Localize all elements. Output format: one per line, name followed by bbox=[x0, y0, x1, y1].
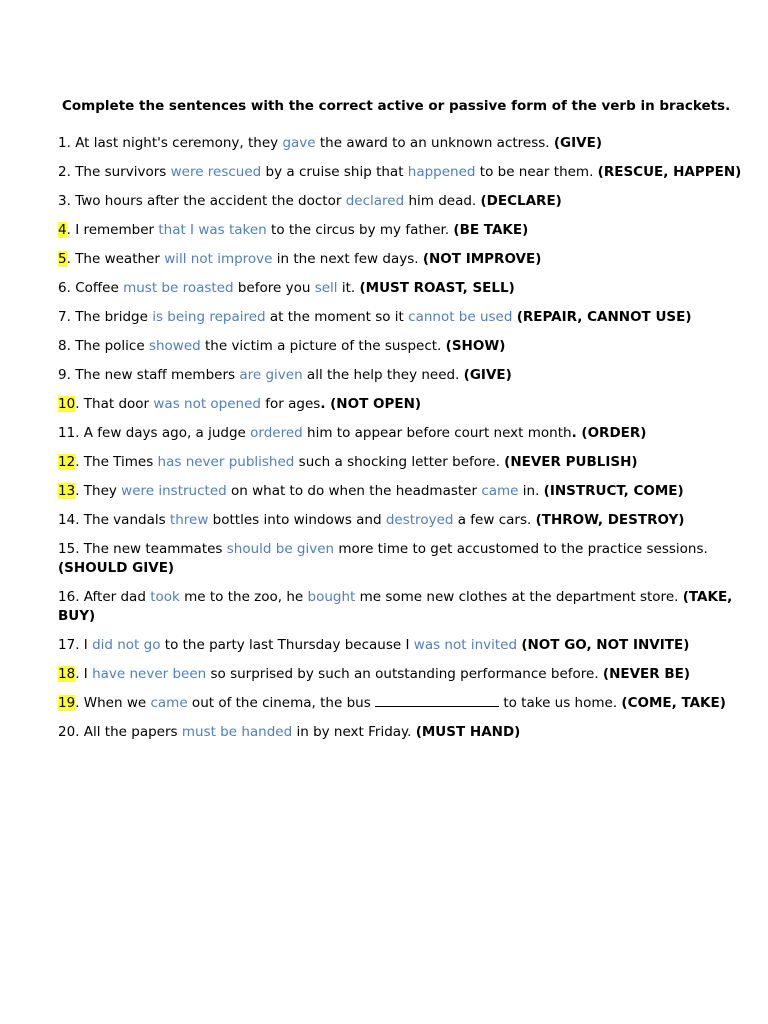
verb-prompt: . (ORDER) bbox=[571, 425, 647, 441]
verb-prompt: (MUST ROAST, SELL) bbox=[359, 280, 515, 296]
answer-text: should be given bbox=[226, 541, 335, 557]
answer-text: happened bbox=[407, 164, 476, 180]
exercise-item bbox=[58, 482, 748, 501]
sentence-text: The weather bbox=[75, 251, 165, 267]
verb-prompt: (NEVER PUBLISH) bbox=[504, 454, 638, 470]
exercise-item bbox=[58, 279, 748, 298]
item-number: 17 bbox=[58, 637, 76, 653]
sentence-text: the victim a picture of the suspect. bbox=[200, 338, 446, 354]
answer-text: is being repaired bbox=[152, 309, 266, 325]
answer-text: took bbox=[150, 589, 180, 605]
answer-text: that I was taken bbox=[158, 222, 267, 238]
item-number: 7 bbox=[58, 309, 67, 325]
item-number: 8 bbox=[58, 338, 67, 354]
exercise-item bbox=[58, 453, 748, 472]
item-number-separator: . bbox=[66, 280, 76, 296]
answer-text: destroyed bbox=[385, 512, 454, 528]
answer-text: bought bbox=[307, 589, 356, 605]
verb-prompt: (MUST HAND) bbox=[415, 724, 521, 740]
sentence-text: A few days ago, a judge bbox=[83, 425, 251, 441]
sentence-text: before you bbox=[233, 280, 315, 296]
sentence-text: That door bbox=[83, 396, 154, 412]
sentence-text: in the next few days. bbox=[272, 251, 423, 267]
sentence-text: such a shocking letter before. bbox=[294, 454, 505, 470]
answer-text: are given bbox=[239, 367, 303, 383]
sentence-text: a few cars. bbox=[453, 512, 536, 528]
item-number-separator: . bbox=[66, 222, 76, 238]
sentence-text: to the party last Thursday because I bbox=[160, 637, 414, 653]
item-number-separator: . bbox=[75, 695, 84, 711]
answer-text: has never published bbox=[157, 454, 295, 470]
instruction-heading: Complete the sentences with the correct active or passive form of the verb in brackets. bbox=[62, 98, 731, 114]
item-number: 13 bbox=[58, 483, 76, 499]
item-number: 9 bbox=[58, 367, 67, 383]
answer-text: cannot be used bbox=[408, 309, 513, 325]
item-number: 16 bbox=[58, 589, 76, 605]
sentence-text: The bridge bbox=[75, 309, 153, 325]
item-number-separator: . bbox=[75, 589, 84, 605]
item-number: 20 bbox=[58, 724, 76, 740]
item-number: 11 bbox=[58, 425, 76, 441]
item-number-separator: . bbox=[75, 512, 84, 528]
sentence-text: They bbox=[83, 483, 122, 499]
verb-prompt: . (NOT OPEN) bbox=[320, 396, 422, 412]
sentence-text: me to the zoo, he bbox=[179, 589, 308, 605]
sentence-text: more time to get accustomed to the practice sessions. bbox=[334, 541, 708, 557]
sentence-text: to the circus by my father. bbox=[266, 222, 454, 238]
sentence-text: The vandals bbox=[83, 512, 170, 528]
item-number-separator: . bbox=[66, 251, 76, 267]
exercise-item bbox=[58, 395, 748, 414]
verb-prompt: (INSTRUCT, COME) bbox=[543, 483, 684, 499]
verb-prompt: (GIVE) bbox=[463, 367, 512, 383]
item-number: 2 bbox=[58, 164, 67, 180]
item-number: 12 bbox=[58, 454, 76, 470]
sentence-text: on what to do when the headmaster bbox=[226, 483, 482, 499]
exercise-item bbox=[58, 424, 748, 443]
exercise-item bbox=[58, 337, 748, 356]
sentence-text: it. bbox=[337, 280, 360, 296]
answer-blank bbox=[375, 694, 499, 707]
sentence-text: to be near them. bbox=[475, 164, 598, 180]
answer-text: sell bbox=[314, 280, 338, 296]
sentence-text: so surprised by such an outstanding performance before. bbox=[206, 666, 603, 682]
exercise-item bbox=[58, 308, 748, 327]
answer-text: came bbox=[150, 695, 188, 711]
sentence-text: I bbox=[83, 637, 93, 653]
sentence-text: me some new clothes at the department store. bbox=[355, 589, 683, 605]
verb-prompt: (COME, TAKE) bbox=[621, 695, 726, 711]
item-number: 18 bbox=[58, 666, 76, 682]
sentence-text: bottles into windows and bbox=[208, 512, 386, 528]
item-number-separator: . bbox=[75, 396, 84, 412]
sentence-text: When we bbox=[83, 695, 151, 711]
sentence-text: the award to an unknown actress. bbox=[315, 135, 554, 151]
verb-prompt: (TAKE, BUY) bbox=[58, 589, 733, 624]
exercise-item bbox=[58, 366, 748, 385]
item-number: 1 bbox=[58, 135, 67, 151]
exercise-item bbox=[58, 511, 748, 530]
verb-prompt: (NEVER BE) bbox=[602, 666, 691, 682]
exercise-item bbox=[58, 665, 748, 684]
verb-prompt: (SHOW) bbox=[445, 338, 506, 354]
answer-text: were instructed bbox=[121, 483, 227, 499]
sentence-text: in by next Friday. bbox=[292, 724, 416, 740]
answer-text: was not opened bbox=[153, 396, 261, 412]
exercise-item bbox=[58, 588, 748, 626]
sentence-text: for ages bbox=[260, 396, 321, 412]
exercise-item bbox=[58, 540, 748, 578]
answer-text: came bbox=[481, 483, 519, 499]
exercise-item bbox=[58, 250, 748, 269]
exercise-item bbox=[58, 723, 748, 742]
exercise-item bbox=[58, 694, 748, 713]
exercise-item bbox=[58, 636, 748, 655]
sentence-text: by a cruise ship that bbox=[261, 164, 408, 180]
verb-prompt: (THROW, DESTROY) bbox=[535, 512, 685, 528]
item-number-separator: . bbox=[66, 338, 76, 354]
item-number: 19 bbox=[58, 695, 76, 711]
answer-text: have never been bbox=[92, 666, 207, 682]
item-number: 4 bbox=[58, 222, 67, 238]
item-number: 15 bbox=[58, 541, 76, 557]
item-number: 5 bbox=[58, 251, 67, 267]
sentence-text: At last night's ceremony, they bbox=[75, 135, 283, 151]
answer-text: must be roasted bbox=[123, 280, 234, 296]
verb-prompt: (SHOULD GIVE) bbox=[58, 560, 175, 576]
item-number-separator: . bbox=[66, 164, 76, 180]
sentence-text: All the papers bbox=[83, 724, 182, 740]
item-number-separator: . bbox=[75, 454, 84, 470]
sentence-text: After dad bbox=[83, 589, 151, 605]
sentence-text: him dead. bbox=[404, 193, 481, 209]
sentence-text: The new teammates bbox=[83, 541, 227, 557]
item-number-separator: . bbox=[75, 724, 84, 740]
answer-text: did not go bbox=[92, 637, 161, 653]
item-number-separator: . bbox=[66, 135, 76, 151]
sentence-text: The Times bbox=[83, 454, 158, 470]
verb-prompt: (NOT GO, NOT INVITE) bbox=[521, 637, 690, 653]
sentence-text: The new staff members bbox=[75, 367, 240, 383]
sentence-text: I bbox=[83, 666, 93, 682]
answer-text: gave bbox=[282, 135, 316, 151]
item-number-separator: . bbox=[66, 367, 76, 383]
answer-text: was not invited bbox=[413, 637, 518, 653]
exercise-item bbox=[58, 134, 748, 153]
item-number: 3 bbox=[58, 193, 67, 209]
sentence-text: The survivors bbox=[75, 164, 171, 180]
item-number-separator: . bbox=[75, 425, 84, 441]
item-number-separator: . bbox=[66, 193, 76, 209]
answer-text: will not improve bbox=[164, 251, 273, 267]
verb-prompt: (NOT IMPROVE) bbox=[422, 251, 542, 267]
item-number-separator: . bbox=[75, 666, 84, 682]
verb-prompt: (DECLARE) bbox=[480, 193, 562, 209]
exercise-item bbox=[58, 163, 748, 182]
sentence-text: at the moment so it bbox=[265, 309, 409, 325]
sentence-text: all the help they need. bbox=[302, 367, 464, 383]
item-number-separator: . bbox=[75, 541, 84, 557]
sentence-text: him to appear before court next month bbox=[302, 425, 572, 441]
sentence-text: The police bbox=[75, 338, 149, 354]
verb-prompt: (BE TAKE) bbox=[453, 222, 529, 238]
exercise-list bbox=[58, 134, 748, 752]
item-number-separator: . bbox=[75, 483, 84, 499]
answer-text: ordered bbox=[250, 425, 303, 441]
answer-text: were rescued bbox=[170, 164, 262, 180]
verb-prompt: (REPAIR, CANNOT USE) bbox=[516, 309, 692, 325]
answer-text: must be handed bbox=[181, 724, 293, 740]
item-number-separator: . bbox=[75, 637, 84, 653]
item-number-separator: . bbox=[66, 309, 76, 325]
verb-prompt: (RESCUE, HAPPEN) bbox=[597, 164, 742, 180]
verb-prompt: (GIVE) bbox=[553, 135, 602, 151]
exercise-item bbox=[58, 192, 748, 211]
exercise-item bbox=[58, 221, 748, 240]
item-number: 14 bbox=[58, 512, 76, 528]
sentence-text: Coffee bbox=[75, 280, 124, 296]
item-number: 10 bbox=[58, 396, 76, 412]
sentence-text: in. bbox=[518, 483, 544, 499]
answer-text: declared bbox=[345, 193, 405, 209]
sentence-text: I remember bbox=[75, 222, 159, 238]
item-number: 6 bbox=[58, 280, 67, 296]
sentence-text: out of the cinema, the bus bbox=[187, 695, 376, 711]
sentence-text: Two hours after the accident the doctor bbox=[75, 193, 346, 209]
sentence-text: to take us home. bbox=[499, 695, 622, 711]
answer-text: showed bbox=[148, 338, 201, 354]
answer-text: threw bbox=[169, 512, 209, 528]
